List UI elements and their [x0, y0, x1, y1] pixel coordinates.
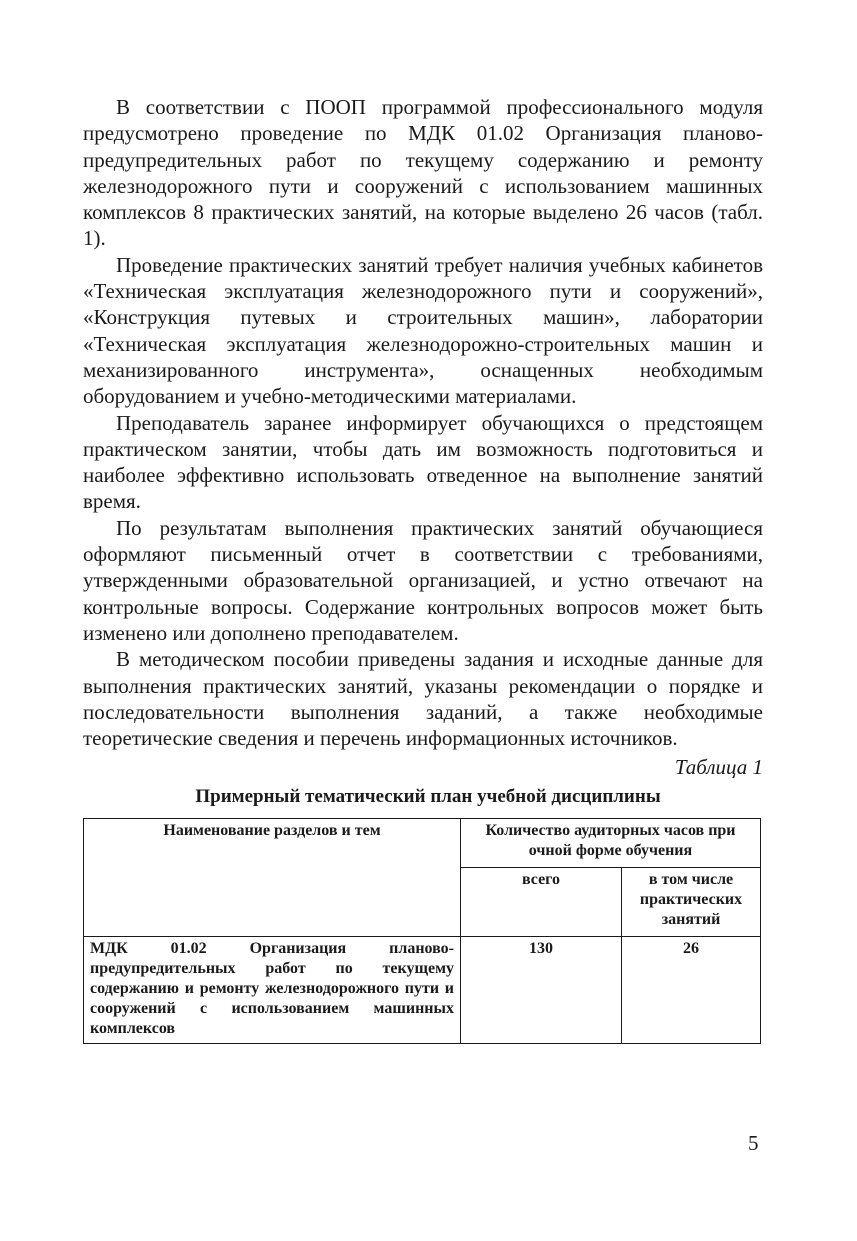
paragraph-1: В соответствии с ПООП программой профессионального модуля предусмотрено проведение по МДК 01.02 Организация планово-предупредительных работ по текущему содержанию и ремонту железнодорожного пути и сооружений с использованием машинных комплексов 8 практических занятий, на которые выделено 26 часов (табл. 1). [83, 95, 763, 251]
table-header-row [84, 819, 761, 868]
table-title: Примерный тематический план учебной дисциплины [195, 786, 661, 808]
page-content [83, 94, 763, 1044]
page-number: 5 [748, 1131, 759, 1155]
paragraph-5: В методическом пособии приведены задания и исходные данные для выполнения практических занятий, указаны рекомендации о порядке и последовательности выполнения заданий, а также необходимые теоретические сведения и перечень информационных источников. [83, 647, 763, 751]
header-name: Наименование разделов и тем [84, 819, 461, 937]
header-total: всего [461, 868, 622, 937]
row-name-cell: МДК 01.02 Организация планово-предупредительных работ по текущему содержанию и ремонту железнодорожного пути и сооружений с использованием машинных комплексов [84, 937, 461, 1044]
row-total-cell: 130 [461, 937, 622, 1044]
table-caption: Таблица 1 [674, 755, 763, 780]
table-row [84, 937, 761, 1044]
thematic-plan-table [83, 818, 761, 1044]
paragraph-3: Преподаватель заранее информирует обучающихся о предстоящем практическом занятии, чтобы дать им возможность подготовиться и наиболее эффективно использовать отведенное на выполнение занятий время. [83, 410, 763, 514]
paragraph-4: По результатам выполнения практических занятий обучающиеся оформляют письменный отчет в соответствии с требованиями, утвержденными образовательной организацией, и устно отвечают на контрольные вопросы. Содержание контрольных вопросов может быть изменено или дополнено преподавателем. [83, 515, 763, 645]
header-practice: в том числе практических занятий [622, 868, 761, 937]
header-hours: Количество аудиторных часов при очной форме обучения [461, 819, 761, 868]
row-practice-cell: 26 [622, 937, 761, 1044]
paragraph-2: Проведение практических занятий требует наличия учебных кабинетов «Техническая эксплуатация железнодорожного пути и сооружений», «Конструкция путевых и строительных машин», лаборатории «Техническая эксплуатация железнодорожно-строительных машин и механизированного инструмента», оснащенных необходимым оборудованием и учебно-методическими материалами. [83, 252, 763, 409]
